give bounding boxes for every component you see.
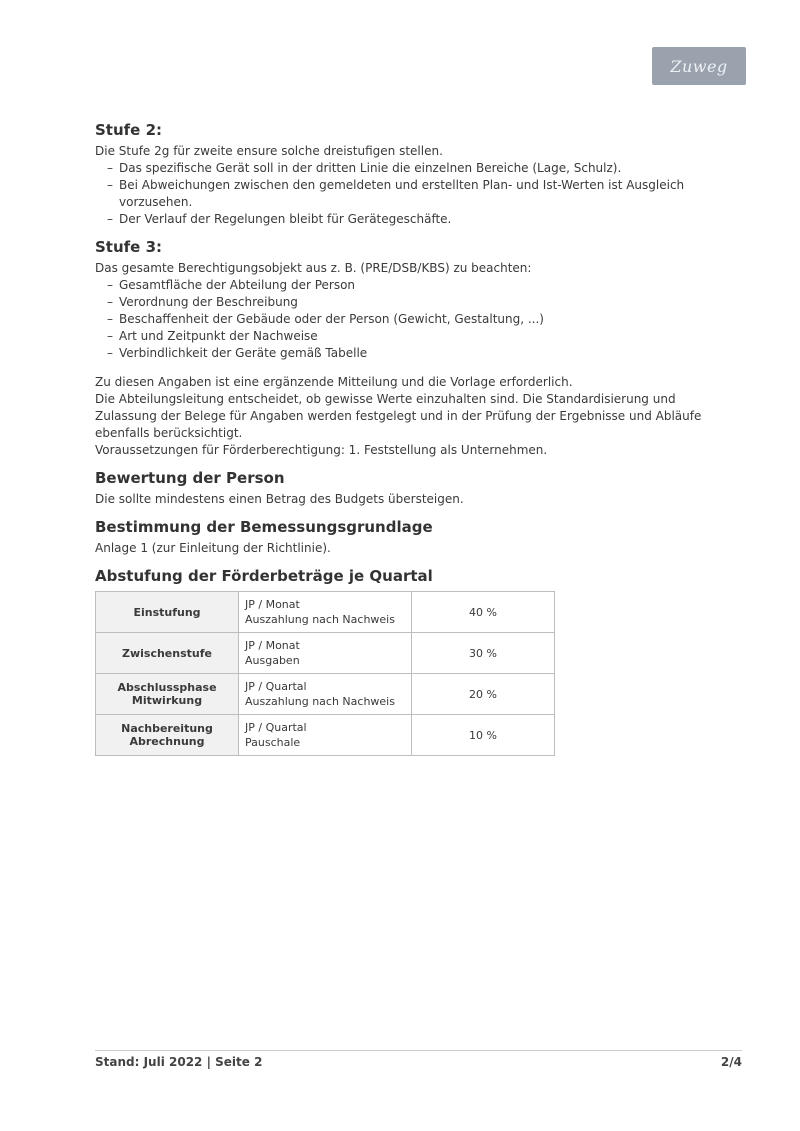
row-value: 30 %	[412, 633, 555, 674]
section-bestimmung	[95, 518, 720, 557]
document-body	[95, 115, 720, 766]
row-detail	[239, 715, 412, 756]
footer-left: Stand: Juli 2022 | Seite 2	[95, 1055, 263, 1069]
row-header: Einstufung	[96, 592, 239, 633]
detail-line: JP / Monat	[245, 639, 300, 652]
detail-line: Auszahlung nach Nachweis	[245, 613, 395, 626]
table-row	[96, 633, 555, 674]
section-stufe-2	[95, 121, 720, 228]
section-title: Stufe 2:	[95, 121, 163, 139]
row-value: 40 %	[412, 592, 555, 633]
explanation-paragraph	[95, 374, 720, 459]
bullet-list	[95, 277, 720, 362]
table-title: Abstufung der Förderbeträge je Quartal	[95, 567, 433, 585]
row-detail	[239, 633, 412, 674]
page-footer	[95, 1050, 742, 1069]
section-stufe-3	[95, 238, 720, 362]
row-header: Zwischenstufe	[96, 633, 239, 674]
paragraph-line: Voraussetzungen für Förderberechtigung: 1. Feststellung als Unternehmen.	[95, 443, 548, 457]
bullet-list	[95, 160, 720, 228]
list-item: – Beschaffenheit der Gebäude oder der Person (Gewicht, Gestaltung, ...)	[119, 311, 720, 328]
row-value: 20 %	[412, 674, 555, 715]
table-row	[96, 674, 555, 715]
logo: Zuweg	[652, 47, 746, 85]
list-item: – Gesamtfläche der Abteilung der Person	[119, 277, 720, 294]
table-row	[96, 592, 555, 633]
section-tabelle	[95, 567, 720, 756]
section-text: Die sollte mindestens einen Betrag des Budgets übersteigen.	[95, 492, 464, 506]
row-detail	[239, 674, 412, 715]
detail-line: JP / Monat	[245, 598, 300, 611]
list-item: – Verbindlichkeit der Geräte gemäß Tabelle	[119, 345, 720, 362]
paragraph-line: Zu diesen Angaben ist eine ergänzende Mitteilung und die Vorlage erforderlich.	[95, 375, 573, 389]
section-intro: Die Stufe 2g für zweite ensure solche dreistufigen stellen.	[95, 144, 443, 158]
section-text: Anlage 1 (zur Einleitung der Richtlinie).	[95, 541, 331, 555]
section-bewertung	[95, 469, 720, 508]
list-item: – Verordnung der Beschreibung	[119, 294, 720, 311]
section-intro: Das gesamte Berechtigungsobjekt aus z. B. (PRE/DSB/KBS) zu beachten:	[95, 261, 532, 275]
section-title: Stufe 3:	[95, 238, 163, 256]
row-header: Abschlussphase Mitwirkung	[96, 674, 239, 715]
detail-line: Pauschale	[245, 736, 301, 749]
list-item: – Bei Abweichungen zwischen den gemeldeten und erstellten Plan- und Ist-Werten ist Ausgleich vorzusehen.	[119, 177, 720, 211]
row-detail	[239, 592, 412, 633]
list-item: – Der Verlauf der Regelungen bleibt für Gerätegeschäfte.	[119, 211, 720, 228]
detail-line: JP / Quartal	[245, 680, 307, 693]
page-number: 2/4	[720, 1055, 742, 1069]
section-title: Bewertung der Person	[95, 469, 285, 487]
detail-line: JP / Quartal	[245, 721, 307, 734]
funding-table	[95, 591, 555, 756]
list-item: – Art und Zeitpunkt der Nachweise	[119, 328, 720, 345]
row-value: 10 %	[412, 715, 555, 756]
detail-line: Ausgaben	[245, 654, 300, 667]
list-item: – Das spezifische Gerät soll in der dritten Linie die einzelnen Bereiche (Lage, Schulz).	[119, 160, 720, 177]
table-row	[96, 715, 555, 756]
detail-line: Auszahlung nach Nachweis	[245, 695, 395, 708]
paragraph-line: Die Abteilungsleitung entscheidet, ob gewisse Werte einzuhalten sind. Die Standardisierung und Zulassung der Belege für Angaben werden festgelegt und in der Prüfung der Ergebnisse und Abläufe ebenfalls berücksichtigt.	[95, 392, 702, 440]
section-title: Bestimmung der Bemessungsgrundlage	[95, 518, 433, 536]
row-header: Nachbereitung Abrechnung	[96, 715, 239, 756]
